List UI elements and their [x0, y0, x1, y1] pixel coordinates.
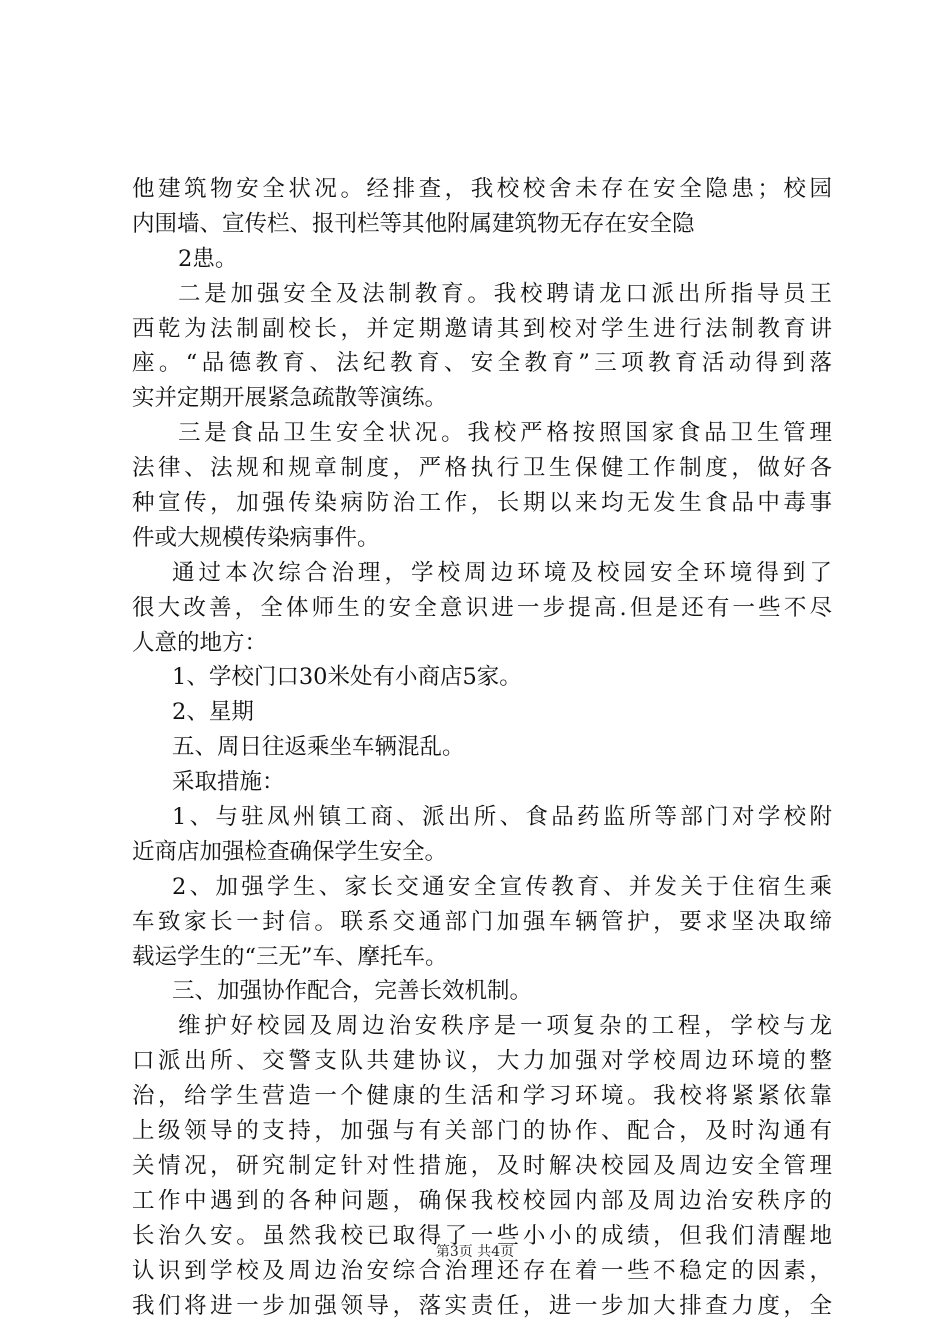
text-line: 采取措施： — [172, 769, 285, 796]
text-line: 他建筑物安全状况。经排查，我校校舍未存在安全隐患；校园 — [132, 176, 832, 202]
text-line: 二是加强安全及法制教育。我校聘请龙口派出所指导员王 — [178, 280, 832, 307]
text-line: 1、与驻凤州镇工商、派出所、食品药监所等部门对学校附 — [172, 804, 832, 831]
text-line: 认识到学校及周边治安综合治理还存在着一些不稳定的因素， — [132, 1257, 832, 1284]
text-line: 关情况，研究制定针对性措施，及时解决校园及周边安全管理 — [132, 1152, 832, 1179]
text-line: 座。“品德教育、法纪教育、安全教育”三项教育活动得到落 — [132, 350, 832, 377]
text-line: 我们将进一步加强领导，落实责任，进一步加大排查力度，全 — [132, 1292, 832, 1319]
text-line: 长治久安。虽然我校已取得了一些小小的成绩，但我们清醒地 — [132, 1222, 832, 1249]
text-line: 五、周日往返乘坐车辆混乱。 — [172, 734, 465, 761]
text-line: 2、加强学生、家长交通安全宣传教育、并发关于住宿生乘 — [172, 873, 832, 900]
text-line: 口派出所、交警支队共建协议，大力加强对学校周边环境的整 — [132, 1048, 832, 1075]
text-line: 2患。 — [178, 245, 238, 272]
text-line: 工作中遇到的各种问题，确保我校校园内部及周边治安秩序的 — [132, 1187, 832, 1214]
document-body — [132, 172, 832, 1323]
text-line: 车致家长一封信。联系交通部门加强车辆管护，要求坚决取缔 — [132, 908, 832, 935]
text-line: 维护好校园及周边治安秩序是一项复杂的工程，学校与龙 — [178, 1013, 832, 1040]
text-line: 三是食品卫生安全状况。我校严格按照国家食品卫生管理 — [178, 420, 832, 447]
text-line: 上级领导的支持，加强与有关部门的协作、配合，及时沟通有 — [132, 1118, 832, 1145]
text-line: 载运学生的“三无”车、摩托车。 — [132, 943, 448, 970]
text-line: 西乾为法制副校长，并定期邀请其到校对学生进行法制教育讲 — [132, 315, 832, 342]
text-line: 2、星期 — [172, 699, 254, 726]
text-line: 人意的地方： — [132, 629, 268, 656]
text-line: 实并定期开展紧急疏散等演练。 — [132, 385, 448, 412]
text-line: 法律、法规和规章制度，严格执行卫生保健工作制度，做好各 — [132, 455, 832, 482]
text-line: 内围墙、宣传栏、报刊栏等其他附属建筑物无存在安全隐 — [132, 210, 695, 237]
text-line: 通过本次综合治理，学校周边环境及校园安全环境得到了 — [172, 559, 832, 586]
text-line: 治，给学生营造一个健康的生活和学习环境。我校将紧紧依靠 — [132, 1083, 832, 1110]
text-line: 三、加强协作配合，完善长效机制。 — [172, 978, 533, 1005]
text-line: 近商店加强检查确保学生安全。 — [132, 838, 448, 865]
text-line: 件或大规模传染病事件。 — [132, 524, 380, 551]
text-line: 种宣传，加强传染病防治工作，长期以来均无发生食品中毒事 — [132, 490, 832, 517]
page-footer: 第3页 共4页 — [435, 1244, 515, 1260]
text-line: 1、学校门口30米处有小商店5家。 — [172, 664, 522, 691]
text-line: 很大改善，全体师生的安全意识进一步提高.但是还有一些不尽 — [132, 594, 832, 621]
